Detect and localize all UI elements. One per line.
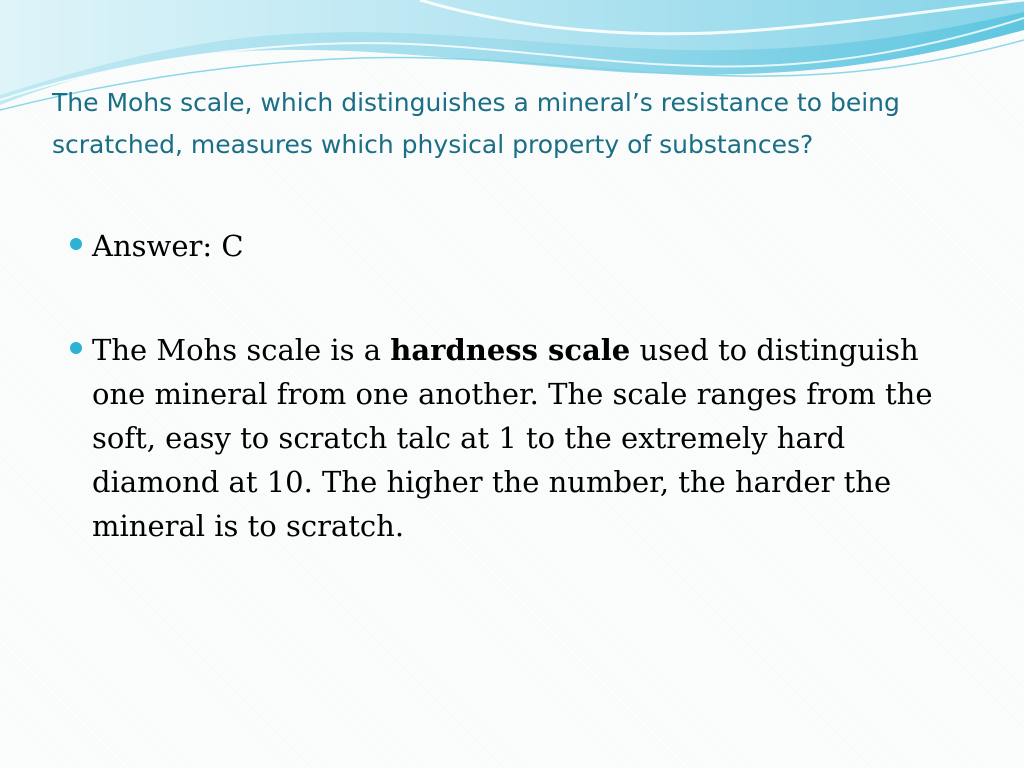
bullet-explanation xyxy=(62,328,962,548)
bullet-answer xyxy=(62,224,962,268)
bullet-list xyxy=(62,224,962,548)
bullet-dot-icon xyxy=(70,238,82,250)
explanation-text-start: The Mohs scale is a xyxy=(92,333,391,367)
explanation-text-end: used to distinguish one mineral from one another. The scale ranges from the soft, easy to scratch talc at 1 to the extremely hard diamond at 10. The higher the number, the harder the mineral is to scratch. xyxy=(92,333,933,543)
slide-title: The Mohs scale, which distinguishes a mineral’s resistance to being scratched, measures which physical property of substances? xyxy=(52,88,900,159)
explanation-bold-term: hardness scale xyxy=(390,333,631,367)
explanation-text xyxy=(92,333,933,543)
bullet-dot-icon xyxy=(70,342,82,354)
answer-text: Answer: C xyxy=(92,229,244,263)
